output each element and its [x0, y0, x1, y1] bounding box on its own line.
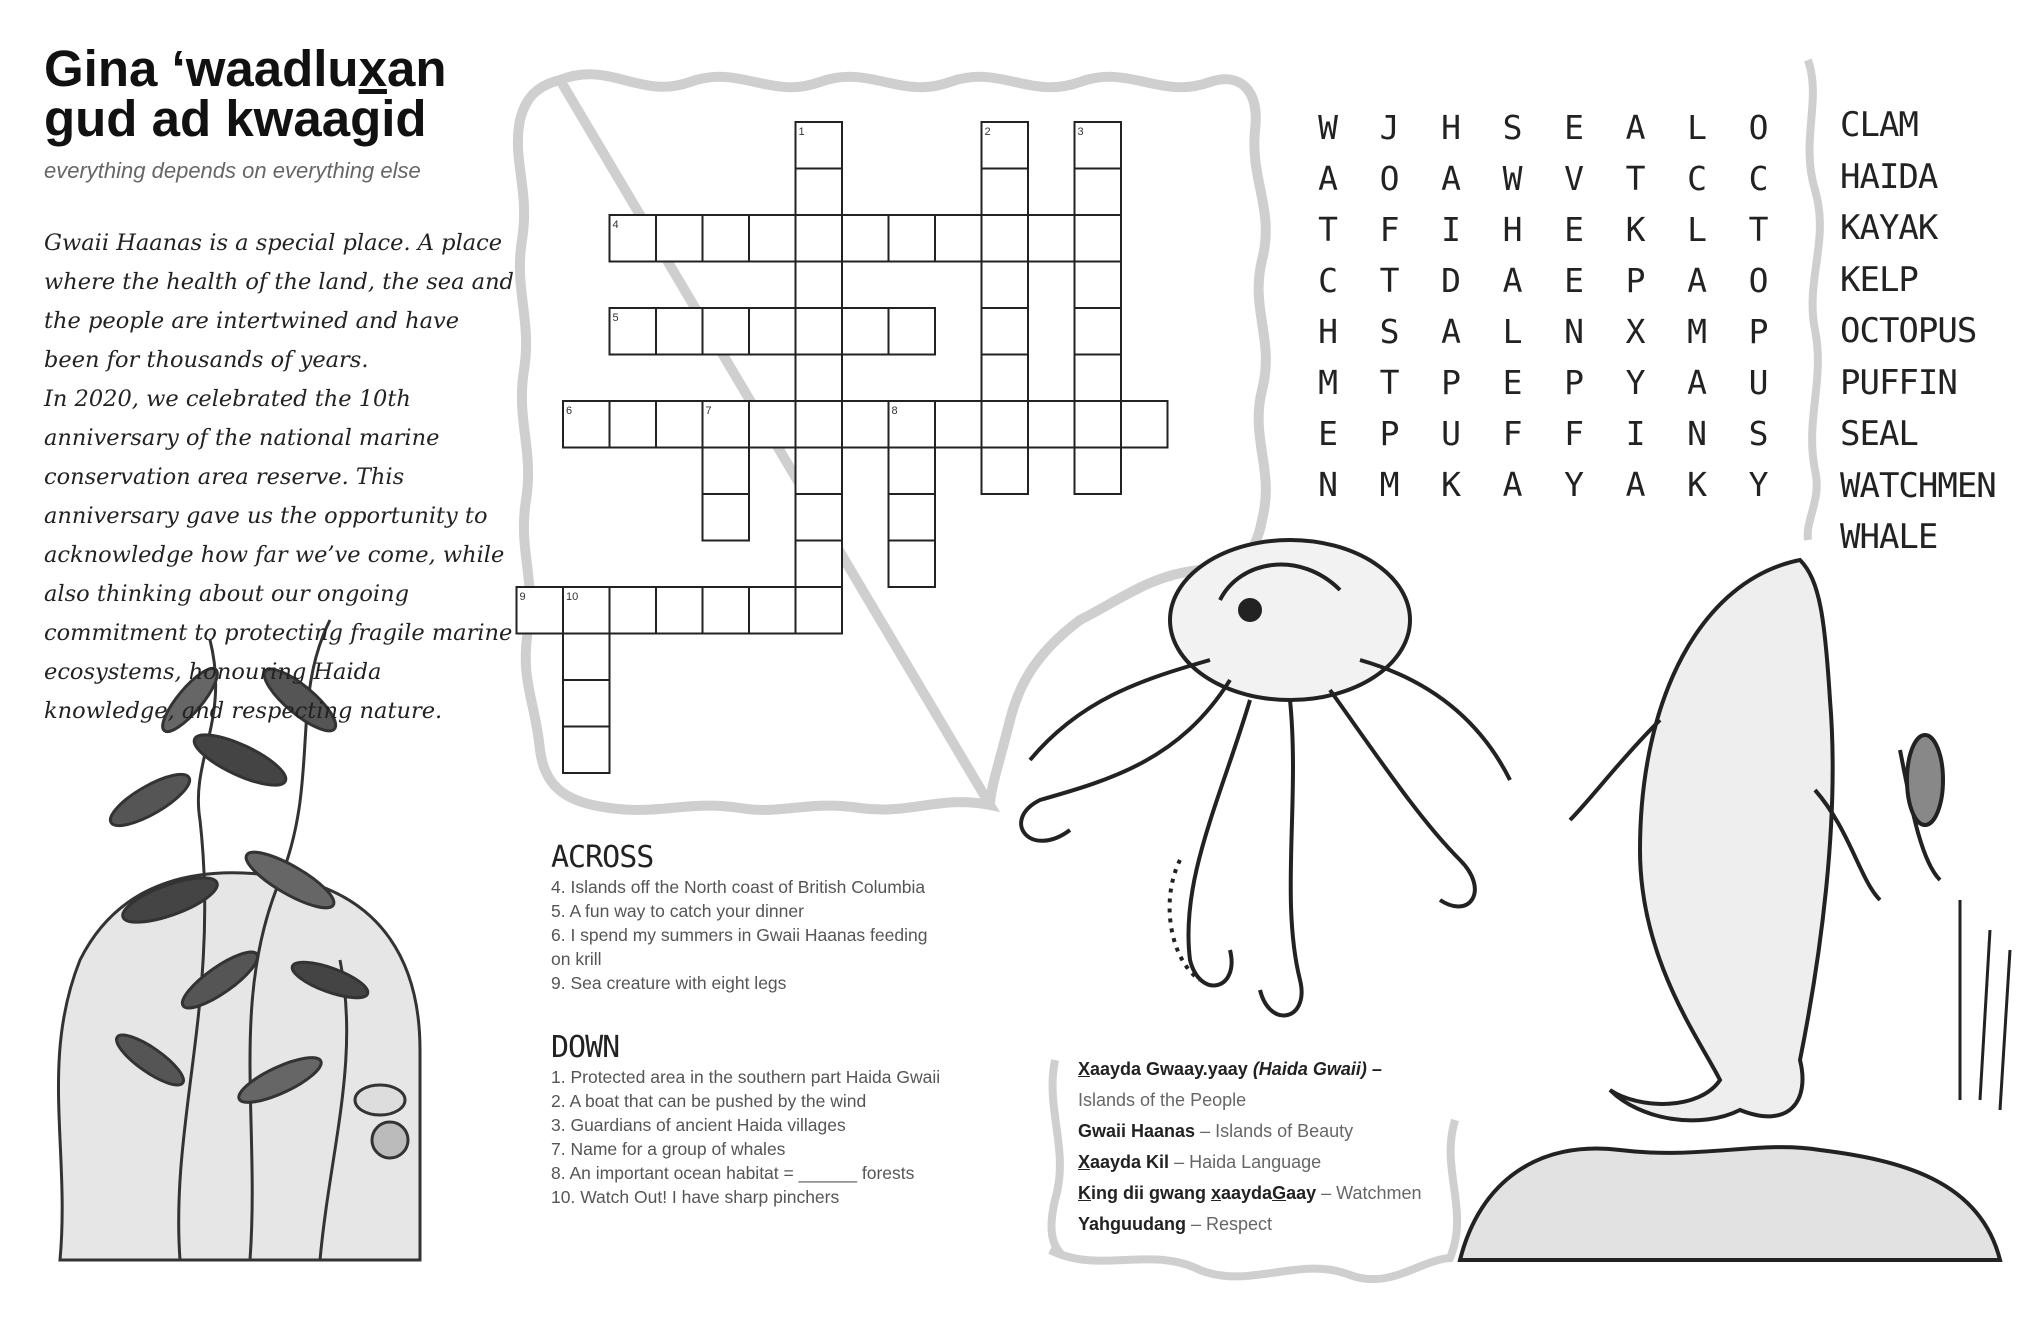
wordsearch-letter[interactable]: A: [1318, 159, 1338, 198]
crossword-number-2: 2: [984, 126, 991, 138]
crossword-cell[interactable]: [796, 494, 843, 541]
wordsearch-letter[interactable]: M: [1687, 312, 1707, 351]
crossword-cell[interactable]: [1075, 401, 1122, 448]
crossword-cell[interactable]: [982, 262, 1029, 309]
crossword-cell[interactable]: [1075, 262, 1122, 309]
crossword-cell[interactable]: [796, 541, 843, 588]
crossword-cell[interactable]: [982, 355, 1029, 402]
word-seal: SEAL: [1840, 414, 1918, 454]
clue-across-9: 9. Sea creature with eight legs: [551, 973, 787, 993]
glossary-item: Gwaii Haanas – Islands of Beauty: [1078, 1121, 1354, 1141]
glossary-item: Xaayda Gwaay.yaay (Haida Gwaii) – Islands of the People: [1078, 1059, 1382, 1110]
wordsearch-letter[interactable]: Y: [1564, 465, 1584, 504]
wordsearch-letter[interactable]: T: [1318, 210, 1338, 249]
wordsearch-letter[interactable]: L: [1687, 108, 1707, 147]
wordsearch-letter[interactable]: H: [1502, 210, 1523, 249]
glossary-term: Xaayda Kil: [1078, 1152, 1170, 1172]
crossword-cell[interactable]: [1121, 401, 1168, 448]
crossword-cell[interactable]: [889, 215, 936, 262]
crossword-cell[interactable]: [982, 448, 1029, 495]
crossword-cell[interactable]: [982, 169, 1029, 216]
clues-down: [551, 1030, 940, 1209]
crossword-number-3: 3: [1077, 126, 1084, 138]
clue-down-3: 3. Guardians of ancient Haida villages: [551, 1115, 846, 1135]
wordsearch-letter[interactable]: A: [1441, 159, 1461, 198]
crossword-cell[interactable]: [1075, 215, 1122, 262]
wordsearch-letter[interactable]: E: [1564, 261, 1584, 300]
crossword-number-8: 8: [891, 405, 898, 417]
wordsearch-letter[interactable]: P: [1625, 261, 1646, 300]
wordsearch-letter[interactable]: C: [1748, 159, 1769, 198]
wordsearch-letter[interactable]: F: [1564, 414, 1584, 453]
wordsearch-letter[interactable]: K: [1625, 210, 1646, 249]
crossword-cell[interactable]: [796, 355, 843, 402]
clue-down-10: 10. Watch Out! I have sharp pinchers: [551, 1187, 840, 1207]
wordsearch-letter[interactable]: T: [1379, 363, 1400, 402]
wordsearch-letter[interactable]: M: [1318, 363, 1338, 402]
crossword-cell[interactable]: [796, 169, 843, 216]
intro-paragraph-2: In 2020, we celebrated the 10th anniversary of the national marine conservation area reserve. This anniversary gave us the opportunity to acknowledge how far we’ve come, while also thinking about our ongoing commitment to protecting fragile marine ecosystems, honouring Haida knowledge, and respecting nature.: [44, 386, 513, 724]
crossword-cell[interactable]: [935, 215, 982, 262]
word-kayak: KAYAK: [1840, 208, 1938, 248]
crossword-cell[interactable]: [749, 308, 796, 355]
wordsearch-letter[interactable]: A: [1625, 465, 1646, 504]
crossword-cell[interactable]: [889, 541, 936, 588]
wordsearch-letter[interactable]: E: [1564, 108, 1584, 147]
crossword-cell[interactable]: [982, 215, 1029, 262]
word-puffin: PUFFIN: [1840, 362, 1957, 403]
crossword-number-9: 9: [519, 591, 526, 603]
wordsearch-letter[interactable]: Y: [1625, 363, 1646, 402]
crossword-cell[interactable]: [703, 448, 750, 495]
wordsearch-letter[interactable]: T: [1625, 159, 1646, 198]
wordsearch-letter[interactable]: N: [1564, 312, 1584, 351]
glossary: [1078, 1054, 1422, 1240]
wordsearch-grid: [1308, 108, 1788, 518]
word-whale: WHALE: [1840, 517, 1938, 557]
crossword-cell[interactable]: [796, 262, 843, 309]
clue-down-8: 8. An important ocean habitat = ______ forests: [551, 1163, 915, 1183]
glossary-term: Gwaii Haanas: [1078, 1121, 1196, 1141]
clue-down-2: 2. A boat that can be pushed by the wind: [551, 1091, 867, 1111]
crossword-number-1: 1: [798, 126, 805, 138]
crossword-cell[interactable]: [1075, 169, 1122, 216]
wordsearch-letter[interactable]: A: [1441, 312, 1461, 351]
wordsearch-letter[interactable]: O: [1748, 261, 1769, 300]
wordsearch-letter[interactable]: P: [1564, 363, 1584, 402]
wordsearch-letter[interactable]: F: [1502, 414, 1523, 453]
clue-across-4: 4. Islands off the North coast of British Columbia: [551, 877, 926, 897]
crossword-cell[interactable]: [656, 587, 703, 634]
crossword-cell[interactable]: [1028, 215, 1075, 262]
glossary-meaning: Watchmen: [1336, 1183, 1422, 1203]
crossword-cell[interactable]: [703, 308, 750, 355]
wordsearch-letter[interactable]: L: [1502, 312, 1523, 351]
crossword-cell[interactable]: [656, 308, 703, 355]
wordsearch-letter[interactable]: K: [1441, 465, 1461, 504]
glossary-meaning: Islands of the People: [1078, 1090, 1247, 1110]
crossword-cell[interactable]: [889, 308, 936, 355]
title-line-2: gud ad kwaagid: [44, 90, 427, 147]
crossword-cell[interactable]: [610, 587, 657, 634]
crossword-cell[interactable]: [935, 401, 982, 448]
crossword-cell[interactable]: [563, 634, 610, 681]
wordsearch-letter[interactable]: S: [1748, 414, 1769, 453]
crossword-number-5: 5: [612, 312, 619, 324]
crossword-cell[interactable]: [842, 401, 889, 448]
wordsearch-letter[interactable]: C: [1687, 159, 1707, 198]
crossword-cell[interactable]: [703, 494, 750, 541]
word-octopus: OCTOPUS: [1840, 311, 1977, 351]
crossword-cell[interactable]: [1075, 355, 1122, 402]
word-clam: CLAM: [1840, 105, 1918, 145]
intro-paragraph-1: Gwaii Haanas is a special place. A place where the health of the land, the sea and the people are intertwined and have been for thousands of years.: [44, 230, 514, 373]
crossword-cell[interactable]: [796, 448, 843, 495]
clue-across-6-cont: on krill: [551, 949, 602, 969]
wordsearch-letter[interactable]: O: [1379, 159, 1400, 198]
wordsearch-letter[interactable]: A: [1687, 363, 1707, 402]
wordsearch-letter[interactable]: K: [1687, 465, 1707, 504]
crossword-cell[interactable]: [703, 587, 750, 634]
crossword-cell[interactable]: [656, 215, 703, 262]
crossword-cell[interactable]: [982, 401, 1029, 448]
crossword-cell[interactable]: [1028, 401, 1075, 448]
glossary-meaning: Islands of Beauty: [1215, 1121, 1354, 1141]
crossword-cell[interactable]: [889, 494, 936, 541]
crossword-cell[interactable]: [982, 308, 1029, 355]
down-heading: DOWN: [551, 1030, 620, 1065]
wordsearch-letter[interactable]: N: [1687, 414, 1707, 453]
wordsearch-letter[interactable]: P: [1441, 363, 1461, 402]
glossary-item: Xaayda Kil – Haida Language: [1078, 1152, 1322, 1172]
wordsearch-letter[interactable]: H: [1318, 312, 1338, 351]
wordsearch-letter[interactable]: M: [1379, 465, 1400, 504]
wordsearch-letter[interactable]: J: [1379, 108, 1400, 147]
wordsearch-letter[interactable]: P: [1379, 414, 1400, 453]
across-heading: ACROSS: [551, 840, 654, 875]
wordsearch-letter[interactable]: A: [1687, 261, 1707, 300]
clues-across: [551, 840, 927, 995]
clue-across-6: 6. I spend my summers in Gwaii Haanas feeding: [551, 925, 928, 945]
crossword-cell[interactable]: [656, 401, 703, 448]
subtitle: everything depends on everything else: [44, 158, 421, 183]
clue-down-1: 1. Protected area in the southern part Haida Gwaii: [551, 1067, 941, 1087]
crossword-cell[interactable]: [563, 727, 610, 774]
crossword-cell[interactable]: [749, 215, 796, 262]
wordsearch-letter[interactable]: A: [1502, 261, 1523, 300]
wordsearch-letter[interactable]: F: [1379, 210, 1400, 249]
word-haida: HAIDA: [1840, 156, 1938, 197]
wordsearch-letter[interactable]: T: [1379, 261, 1400, 300]
wordsearch-word-list: [1840, 100, 1996, 564]
wordsearch-letter[interactable]: E: [1502, 363, 1523, 402]
glossary-meaning: Respect: [1206, 1214, 1273, 1234]
wordsearch-letter[interactable]: X: [1625, 312, 1646, 351]
wordsearch-letter[interactable]: T: [1748, 210, 1769, 249]
crossword-cell[interactable]: [796, 401, 843, 448]
wordsearch-letter[interactable]: S: [1379, 312, 1400, 351]
wordsearch-letter[interactable]: H: [1441, 108, 1461, 147]
wordsearch-letter[interactable]: U: [1441, 414, 1461, 453]
wordsearch-letter[interactable]: L: [1687, 210, 1707, 249]
wordsearch-letter[interactable]: O: [1748, 108, 1769, 147]
crossword-cell[interactable]: [610, 401, 657, 448]
glossary-term: Xaayda Gwaay.yaay (Haida Gwaii): [1078, 1059, 1367, 1079]
crossword-number-7: 7: [705, 405, 712, 417]
wordsearch-letter[interactable]: I: [1625, 414, 1646, 453]
wordsearch-letter[interactable]: Y: [1748, 465, 1769, 504]
glossary-term: King dii gwang xaaydaGaay: [1078, 1183, 1317, 1203]
wordsearch-letter[interactable]: W: [1502, 159, 1523, 198]
crossword-cell[interactable]: [796, 587, 843, 634]
wordsearch-letter[interactable]: I: [1441, 210, 1461, 249]
crossword-number-10: 10: [566, 591, 579, 603]
crossword-number-4: 4: [612, 219, 619, 231]
wordsearch-letter[interactable]: A: [1502, 465, 1523, 504]
word-kelp: KELP: [1840, 259, 1918, 300]
crossword-cell[interactable]: [563, 680, 610, 727]
glossary-item: King dii gwang xaaydaGaay – Watchmen: [1078, 1183, 1422, 1203]
crossword-cell[interactable]: [1075, 308, 1122, 355]
crossword-cell[interactable]: [749, 587, 796, 634]
crossword-cell[interactable]: [842, 215, 889, 262]
glossary-meaning: Haida Language: [1189, 1152, 1322, 1172]
crossword-cell[interactable]: [796, 308, 843, 355]
wordsearch-letter[interactable]: A: [1625, 108, 1646, 147]
title-line-1: Gina ‘waadluxan: [44, 40, 447, 97]
crossword-cell[interactable]: [1075, 448, 1122, 495]
wordsearch-letter[interactable]: N: [1318, 465, 1338, 504]
crossword-cell[interactable]: [842, 308, 889, 355]
crossword-number-6: 6: [566, 405, 573, 417]
wordsearch-letter[interactable]: E: [1318, 414, 1338, 453]
crossword-cell[interactable]: [749, 401, 796, 448]
crossword-cell[interactable]: [796, 215, 843, 262]
wordsearch-letter[interactable]: S: [1502, 108, 1523, 147]
wordsearch-letter[interactable]: V: [1564, 159, 1584, 198]
wordsearch-letter[interactable]: E: [1564, 210, 1584, 249]
wordsearch-letter[interactable]: P: [1748, 312, 1769, 351]
glossary-item: Yahguudang – Respect: [1078, 1214, 1273, 1234]
wordsearch-letter[interactable]: D: [1441, 261, 1461, 300]
wordsearch-letter[interactable]: W: [1318, 108, 1338, 147]
crossword-cell[interactable]: [889, 448, 936, 495]
word-watchmen: WATCHMEN: [1840, 465, 1996, 506]
glossary-term: Yahguudang: [1078, 1214, 1186, 1234]
wordsearch-letter[interactable]: C: [1318, 261, 1338, 300]
clue-down-7: 7. Name for a group of whales: [551, 1139, 786, 1159]
clue-across-5: 5. A fun way to catch your dinner: [551, 901, 804, 921]
wordsearch-letter[interactable]: U: [1748, 363, 1769, 402]
crossword-cell[interactable]: [703, 215, 750, 262]
